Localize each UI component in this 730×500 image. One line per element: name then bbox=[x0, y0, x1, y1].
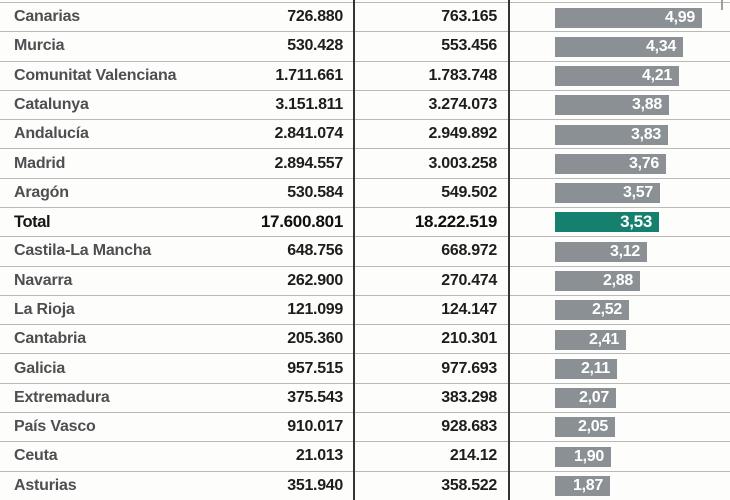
pct-label: 1,87 bbox=[573, 477, 603, 494]
cropped-header-tick bbox=[721, 0, 723, 10]
pct-bar bbox=[555, 300, 629, 320]
pct-label: 3,12 bbox=[610, 242, 640, 260]
region-name: Total bbox=[14, 212, 51, 231]
table-row bbox=[0, 441, 730, 470]
region-name: Aragón bbox=[14, 183, 69, 201]
pct-bar bbox=[555, 417, 615, 437]
value-col1: 530.584 bbox=[287, 183, 343, 201]
pct-bar bbox=[555, 95, 669, 115]
table-row bbox=[0, 471, 730, 500]
value-col2: 928.683 bbox=[441, 418, 497, 436]
value-col2: 124.147 bbox=[441, 300, 497, 318]
pct-label: 3,88 bbox=[632, 96, 662, 114]
pct-bar bbox=[555, 242, 647, 262]
pct-bar bbox=[555, 37, 683, 57]
pct-label: 3,76 bbox=[629, 154, 659, 172]
pct-bar bbox=[555, 388, 616, 408]
region-name: Murcia bbox=[14, 37, 65, 55]
value-col2: 18.222.519 bbox=[414, 212, 497, 232]
table-row bbox=[0, 31, 730, 60]
value-col1: 351.940 bbox=[287, 476, 343, 494]
pct-bar bbox=[555, 271, 640, 291]
pct-bar bbox=[555, 330, 626, 350]
pct-label: 2,11 bbox=[580, 359, 610, 377]
pct-bar bbox=[555, 154, 666, 174]
table-row bbox=[0, 207, 730, 236]
value-col2: 270.474 bbox=[441, 271, 497, 289]
table-row bbox=[0, 119, 730, 148]
table-row bbox=[0, 90, 730, 119]
value-col1: 1.711.661 bbox=[275, 66, 343, 84]
pct-label: 3,83 bbox=[631, 125, 661, 143]
value-col1: 530.428 bbox=[287, 37, 343, 55]
table-row bbox=[0, 266, 730, 295]
pct-bar bbox=[555, 8, 702, 28]
region-name: Madrid bbox=[14, 154, 66, 172]
value-col1: 2.841.074 bbox=[274, 125, 343, 143]
region-name: Extremadura bbox=[14, 388, 110, 406]
value-col2: 3.274.073 bbox=[428, 95, 497, 113]
region-name: Castila-La Mancha bbox=[14, 242, 152, 260]
table-body bbox=[0, 2, 730, 500]
value-col2: 977.693 bbox=[441, 359, 497, 377]
value-col2: 1.783.748 bbox=[428, 66, 497, 84]
value-col1: 2.894.557 bbox=[274, 154, 343, 172]
pct-bar bbox=[555, 447, 611, 467]
column-divider-2 bbox=[508, 0, 510, 500]
value-col1: 957.515 bbox=[287, 359, 343, 377]
region-name: Ceuta bbox=[14, 447, 58, 465]
region-name: Galicia bbox=[14, 359, 66, 377]
pct-label: 3,53 bbox=[620, 212, 652, 232]
value-col2: 553.456 bbox=[441, 37, 497, 55]
table-row bbox=[0, 353, 730, 382]
pct-label: 1,90 bbox=[574, 447, 604, 465]
value-col1: 375.543 bbox=[287, 388, 343, 406]
region-name: Canarias bbox=[14, 8, 80, 26]
value-col1: 3.151.811 bbox=[275, 95, 343, 113]
value-col1: 21.013 bbox=[295, 447, 343, 465]
value-col1: 121.099 bbox=[287, 300, 343, 318]
pct-label: 2,05 bbox=[578, 418, 608, 436]
value-col2: 763.165 bbox=[441, 8, 497, 26]
value-col1: 262.900 bbox=[287, 271, 343, 289]
value-col1: 205.360 bbox=[287, 330, 343, 348]
pct-label: 2,88 bbox=[603, 272, 633, 290]
column-divider-1 bbox=[353, 0, 355, 500]
pct-label: 4,21 bbox=[642, 67, 672, 85]
pct-label: 4,34 bbox=[646, 37, 676, 55]
table-row bbox=[0, 178, 730, 207]
table-row bbox=[0, 2, 730, 31]
region-name: Catalunya bbox=[14, 95, 89, 113]
value-col2: 668.972 bbox=[441, 242, 497, 260]
region-name: Andalucía bbox=[14, 125, 89, 143]
value-col1: 648.756 bbox=[287, 242, 343, 260]
pct-bar bbox=[555, 359, 617, 379]
region-name: Cantabria bbox=[14, 330, 86, 348]
value-col2: 358.522 bbox=[441, 476, 497, 494]
pct-bar bbox=[555, 66, 679, 86]
table-row bbox=[0, 236, 730, 265]
region-name: Asturias bbox=[14, 476, 77, 494]
region-name: La Rioja bbox=[14, 300, 75, 318]
value-col1: 910.017 bbox=[287, 418, 343, 436]
pct-label: 2,52 bbox=[592, 301, 622, 319]
value-col2: 210.301 bbox=[441, 330, 497, 348]
pct-bar bbox=[555, 125, 668, 145]
table-row bbox=[0, 295, 730, 324]
pct-bar bbox=[555, 212, 659, 232]
pct-bar bbox=[555, 183, 660, 203]
value-col1: 17.600.801 bbox=[260, 212, 343, 232]
value-col1: 726.880 bbox=[287, 8, 343, 26]
table-row bbox=[0, 383, 730, 412]
value-col2: 3.003.258 bbox=[428, 154, 497, 172]
pct-bar bbox=[555, 476, 610, 496]
value-col2: 549.502 bbox=[441, 183, 497, 201]
table-row bbox=[0, 61, 730, 90]
table-row bbox=[0, 148, 730, 177]
value-col2: 214.12 bbox=[449, 447, 497, 465]
value-col2: 2.949.892 bbox=[428, 125, 497, 143]
pct-label: 2,07 bbox=[579, 389, 609, 407]
table-row bbox=[0, 324, 730, 353]
region-name: Navarra bbox=[14, 271, 73, 289]
pct-label: 2,41 bbox=[589, 330, 619, 348]
region-name: Comunitat Valenciana bbox=[14, 66, 177, 84]
value-col2: 383.298 bbox=[441, 388, 497, 406]
pct-label: 3,57 bbox=[623, 184, 653, 202]
table-row bbox=[0, 412, 730, 441]
pct-label: 4,99 bbox=[665, 8, 695, 26]
region-name: País Vasco bbox=[14, 418, 96, 436]
